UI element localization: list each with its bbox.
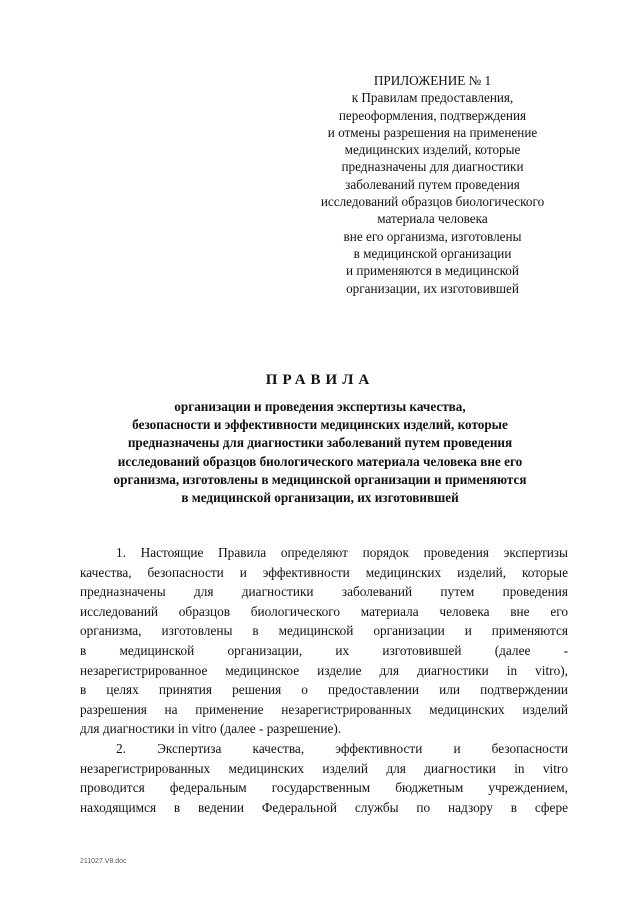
paragraph-2-line: проводится федеральным государственным бюджетным учреждением,	[80, 780, 568, 796]
appendix-line: вне его организма, изготовлены	[343, 228, 522, 244]
appendix-header	[300, 72, 565, 297]
appendix-line: исследований образцов биологического	[320, 194, 545, 210]
appendix-line: предназначены для диагностики	[341, 159, 524, 175]
paragraph-1-line: качества, безопасности и эффективности медицинских изделий, которые	[80, 564, 568, 580]
subtitle-line: предназначены для диагностики заболеваний путем проведения	[127, 435, 513, 451]
paragraph-2-line: находящимся в ведении Федеральной службы по надзору в сфере	[80, 799, 568, 815]
appendix-line: переоформления, подтверждения	[338, 107, 527, 123]
subtitle-line: организма, изготовлены в медицинской организации и применяются	[113, 471, 527, 487]
appendix-line: материала человека	[377, 211, 488, 227]
paragraph-1-line: в целях принятия решения о предоставлении или подтверждении	[80, 682, 568, 698]
appendix-line: медицинских изделий, которые	[344, 142, 521, 158]
document-code: 211027.V8.doc	[80, 858, 127, 865]
paragraph-1-line: исследований образцов биологического материала человека вне его	[80, 603, 568, 619]
appendix-line: и отмены разрешения на применение	[327, 124, 538, 140]
appendix-line: заболеваний путем проведения	[345, 176, 520, 192]
appendix-line: организации, их изготовившей	[346, 280, 519, 296]
paragraph-2-line: незарегистрированных медицинских изделий для диагностики in vitro	[80, 760, 568, 776]
rules-title: ПРАВИЛА	[265, 372, 375, 388]
subtitle-line: организации и проведения экспертизы качества,	[174, 399, 466, 414]
paragraph-1-line: в медицинской организации, их изготовившей (далее -	[80, 642, 568, 658]
subtitle-line: безопасности и эффективности медицинских изделий, которые	[132, 417, 508, 433]
paragraph-1-line: предназначены для диагностики заболеваний путем проведения	[80, 584, 568, 600]
paragraph-1-line: для диагностики in vitro (далее - разрешение).	[80, 721, 342, 737]
appendix-line: в медицинской организации	[353, 245, 512, 261]
paragraph-1-line: организма, изготовлены в медицинской организации и применяются	[80, 623, 568, 639]
paragraph-1-line: разрешения на применение незарегистрированных медицинских изделий	[80, 701, 568, 717]
paragraph-1-line: незарегистрированное медицинское изделие для диагностики in vitro),	[80, 662, 568, 678]
paragraph-1-line: 1. Настоящие Правила определяют порядок проведения экспертизы	[116, 545, 568, 560]
appendix-line: и применяются в медицинской	[346, 263, 519, 279]
subtitle-line: исследований образцов биологического материала человека вне его	[117, 453, 523, 469]
rules-subtitle	[60, 398, 580, 507]
appendix-title: ПРИЛОЖЕНИЕ № 1	[373, 73, 492, 88]
appendix-line: к Правилам предоставления,	[351, 90, 514, 106]
subtitle-line: в медицинской организации, их изготовившей	[181, 490, 459, 506]
body-text	[80, 543, 568, 817]
paragraph-2-line: 2. Экспертиза качества, эффективности и безопасности	[116, 740, 568, 756]
